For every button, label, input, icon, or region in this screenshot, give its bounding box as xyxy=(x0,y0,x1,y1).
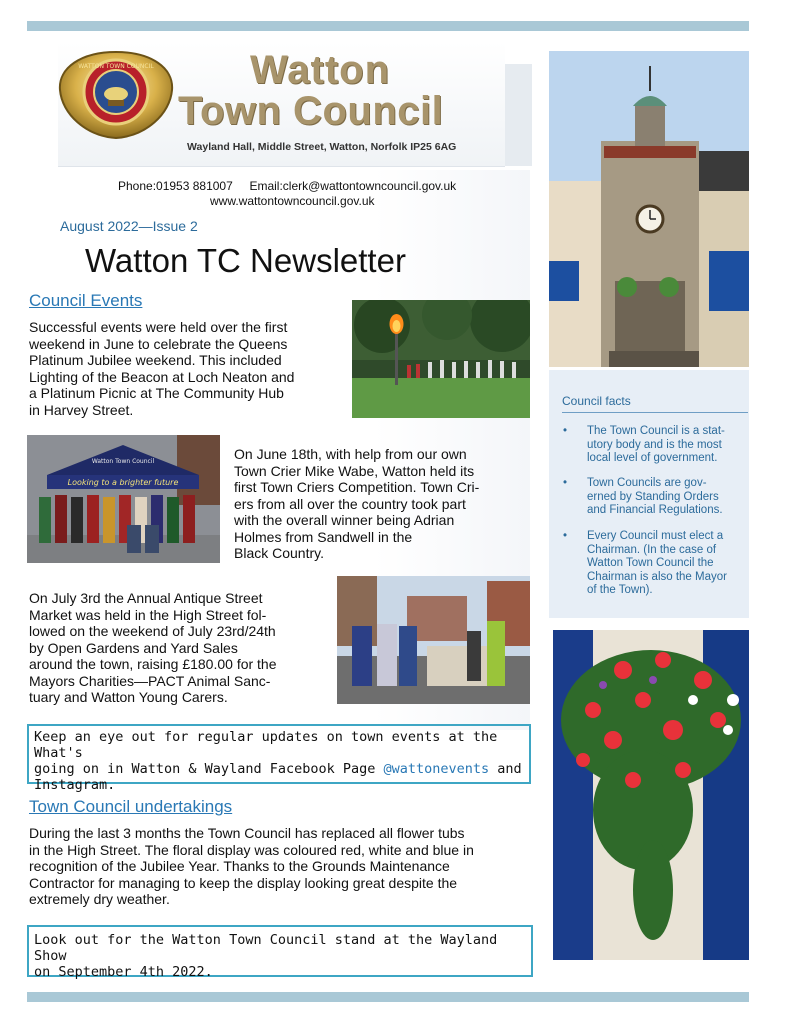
text-line: of the Town). xyxy=(587,584,653,596)
council-address: Wayland Hall, Middle Street, Watton, Norfolk IP25 6AG xyxy=(187,141,457,153)
council-crest-icon xyxy=(56,48,176,140)
bullet-icon: • xyxy=(563,530,568,542)
text-line: in the High Street. The floral display was coloured red, white and blue in xyxy=(29,841,474,858)
text-line: extremely dry weather. xyxy=(29,891,170,907)
callout-line xyxy=(34,761,524,777)
text-line: Chairman. (In the case of xyxy=(587,543,717,556)
callout-line: Look out for the Watton Town Council stand at the Wayland Show xyxy=(34,932,498,964)
section-heading-council-events: Council Events xyxy=(29,291,143,310)
callout-text: going on in Watton & Wayland Facebook Page xyxy=(34,761,384,777)
text-line: local level of government. xyxy=(587,452,718,464)
issue-date: August 2022—Issue 2 xyxy=(60,218,198,234)
text-line: Town Councils are gov- xyxy=(587,477,707,489)
text-line: ers from all over the country took part xyxy=(234,495,466,512)
masthead-title-line1: Watton xyxy=(250,48,391,92)
facebook-callout xyxy=(27,724,531,793)
events-paragraph-2 xyxy=(234,446,524,562)
text-line: recognition of the Jubilee Year. Thanks to the Grounds Maintenance xyxy=(29,858,450,874)
undertakings-paragraph xyxy=(29,825,534,908)
text-line: On June 18th, with help from our own xyxy=(234,446,467,462)
events-paragraph-1 xyxy=(29,319,349,418)
contact-phone-email: Phone:01953 881007 Email:clerk@wattontowncouncil.gov.uk xyxy=(118,179,457,193)
text-line: with the overall winner being Adrian xyxy=(234,512,455,528)
text-line: erned by Standing Orders xyxy=(587,490,719,503)
clock-tower-photo xyxy=(549,51,749,367)
facebook-handle-link[interactable]: @wattonevents xyxy=(383,761,490,777)
text-line: On July 3rd the Annual Antique Street xyxy=(29,590,263,606)
text-line: Chairman is also the Mayor xyxy=(587,570,727,583)
text-line: first Town Criers Competition. Town Cri- xyxy=(234,479,480,495)
council-fact-2 xyxy=(563,477,747,519)
bullet-icon: • xyxy=(563,425,568,437)
text-line: The Town Council is a stat- xyxy=(587,425,725,437)
newsletter-title: Watton TC Newsletter xyxy=(85,242,406,279)
text-line: in Harvey Street. xyxy=(29,401,134,418)
text-line: lowed on the weekend of July 23rd/24th xyxy=(29,623,276,639)
text-line: around the town, raising £180.00 for the xyxy=(29,656,277,672)
bullet-icon: • xyxy=(563,477,568,489)
text-line: Platinum Jubilee weekend. This included xyxy=(29,352,282,368)
text-line: Holmes from Sandwell in the xyxy=(234,528,413,545)
text-line: Black Country. xyxy=(234,545,324,561)
callout-text: and xyxy=(489,761,522,777)
antique-market-photo xyxy=(337,576,530,704)
text-line: Lighting of the Beacon at Loch Neaton and xyxy=(29,368,295,385)
text-line: Market was held in the High Street fol- xyxy=(29,606,267,623)
text-line: and Financial Regulations. xyxy=(587,504,723,516)
beacon-photo xyxy=(352,300,530,418)
svg-text:WATTON TOWN COUNCIL: WATTON TOWN COUNCIL xyxy=(78,63,154,70)
contact-website: www.wattontowncouncil.gov.uk xyxy=(210,194,375,208)
wayland-show-callout xyxy=(27,925,533,980)
tent-banner-text: Looking to a brighter future xyxy=(67,478,179,487)
text-line: weekend in June to celebrate the Queens xyxy=(29,335,288,352)
callout-line: Keep an eye out for regular updates on town events at the What's xyxy=(34,729,498,761)
bottom-border-bar xyxy=(27,992,749,1002)
text-line: Every Council must elect a xyxy=(587,530,724,542)
events-paragraph-3 xyxy=(29,590,334,706)
text-line: utory body and is the most xyxy=(587,438,722,451)
council-fact-3 xyxy=(563,530,747,600)
text-line: During the last 3 months the Town Council has replaced all flower tubs xyxy=(29,825,465,841)
text-line: Town Crier Mike Wabe, Watton held its xyxy=(234,462,475,479)
masthead-title-line2: Town Council xyxy=(178,89,444,133)
text-line: by Open Gardens and Yard Sales xyxy=(29,639,238,656)
tent-sign-text: Watton Town Council xyxy=(91,458,155,465)
council-fact-1 xyxy=(563,425,747,467)
town-criers-photo xyxy=(27,435,220,563)
council-facts-heading: Council facts xyxy=(562,394,631,408)
text-line: Watton Town Council the xyxy=(587,557,714,569)
section-heading-undertakings: Town Council undertakings xyxy=(29,797,233,816)
callout-line: on September 4th 2022. xyxy=(34,964,213,980)
text-line: a Platinum Picnic at The Community Hub xyxy=(29,385,284,401)
text-line: Mayors Charities—PACT Animal Sanc- xyxy=(29,672,271,689)
hanging-basket-photo xyxy=(553,630,749,960)
council-facts-divider xyxy=(562,412,748,413)
text-line: Successful events were held over the first xyxy=(29,319,288,335)
callout-line: Instagram. xyxy=(34,777,116,793)
masthead-side-shadow xyxy=(505,64,532,166)
text-line: tuary and Watton Young Carers. xyxy=(29,689,228,705)
top-border-bar xyxy=(27,21,749,31)
text-line: Contractor for managing to keep the display looking great despite the xyxy=(29,874,458,891)
